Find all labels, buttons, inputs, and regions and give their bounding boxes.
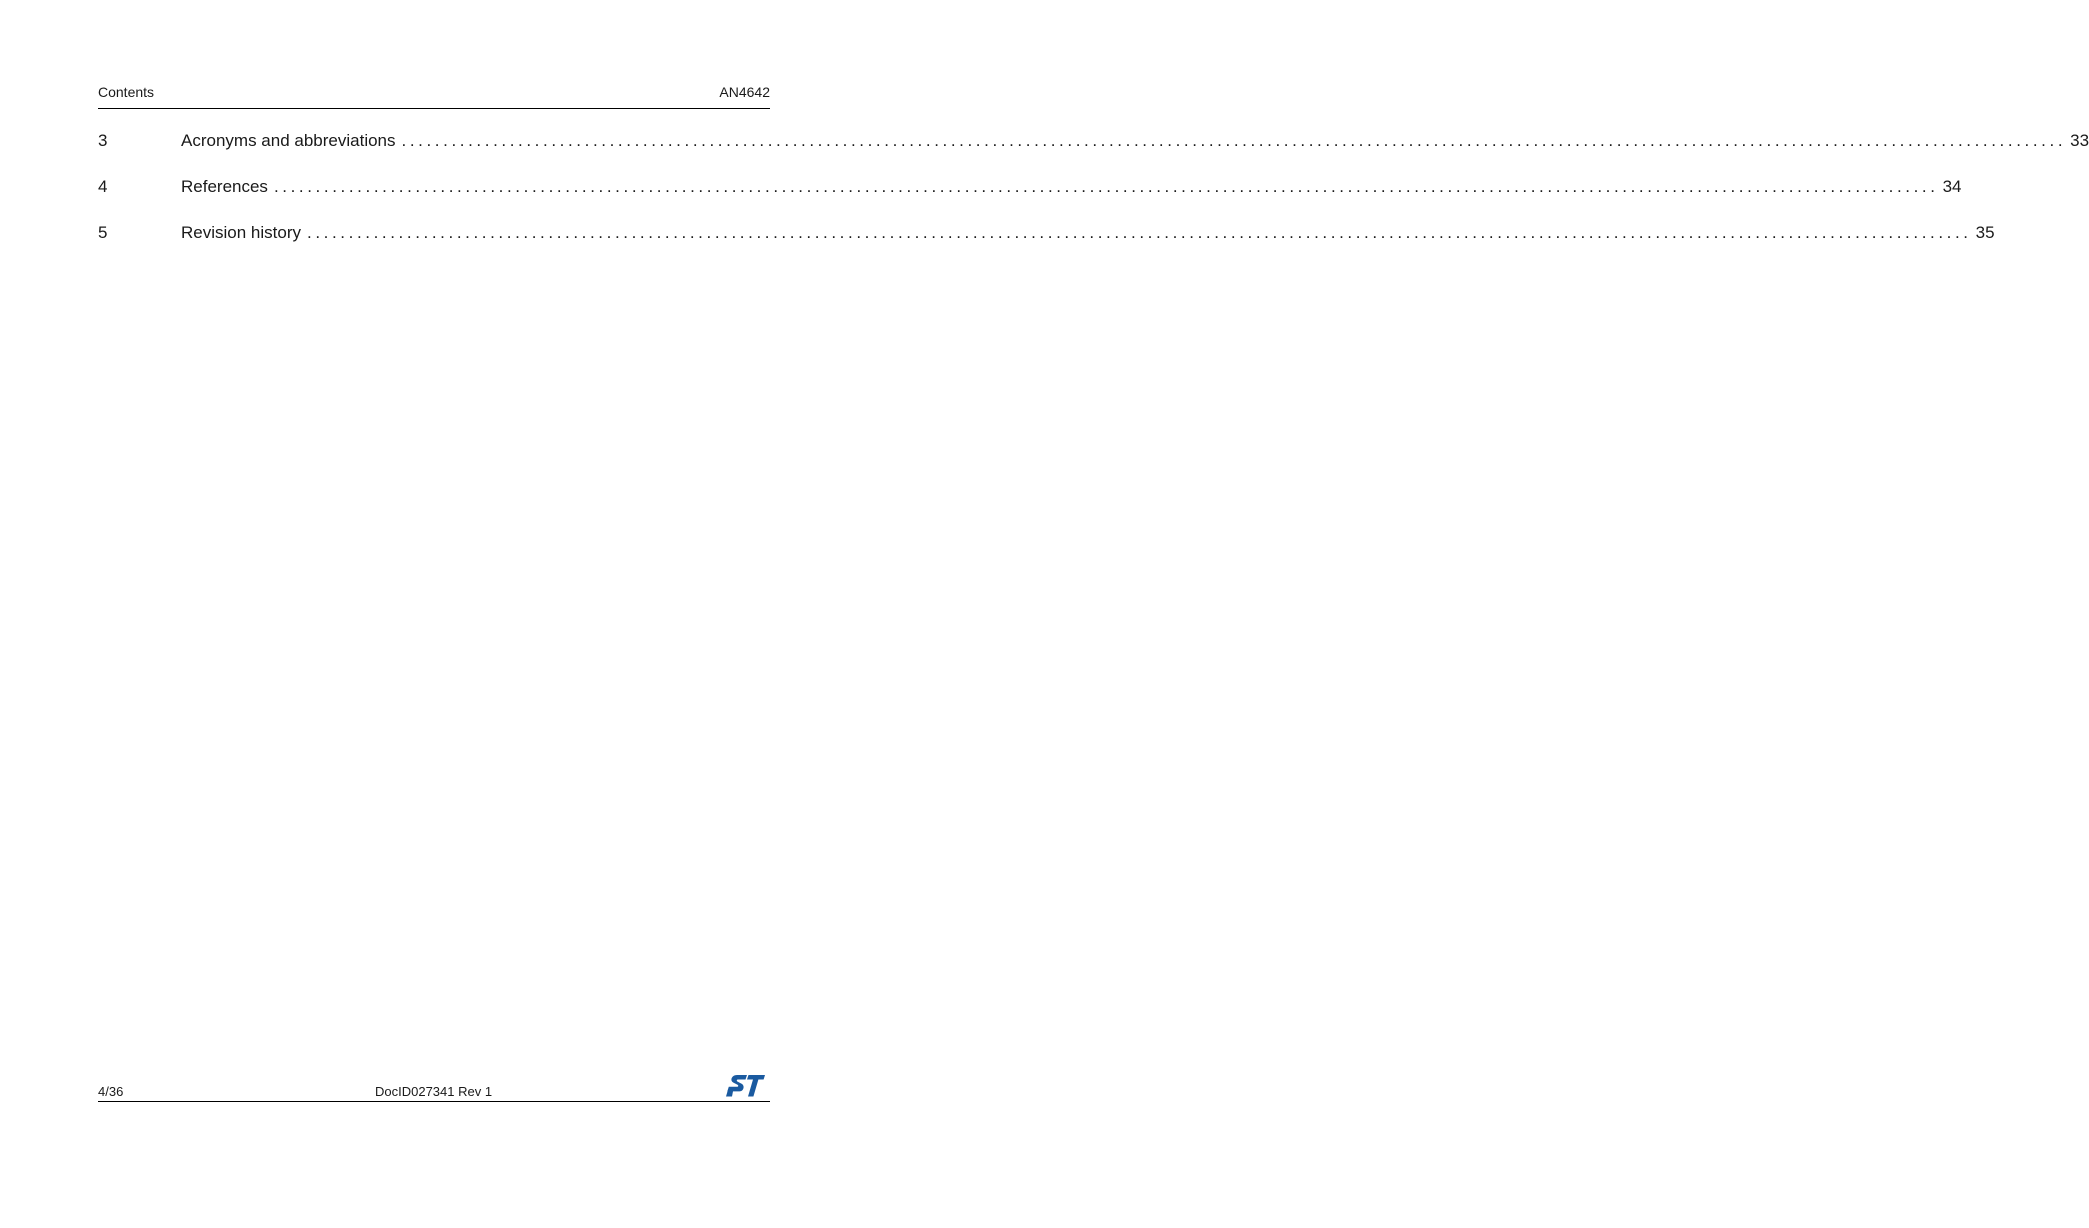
toc-entry-title[interactable]: References (181, 177, 268, 196)
table-of-contents (98, 128, 2089, 266)
toc-entry-page[interactable]: 33 (2066, 130, 2089, 152)
toc-entry-body[interactable] (181, 130, 2089, 152)
toc-dot-leader: ........................................................................................................................................................................................................ (307, 223, 1972, 242)
toc-entry[interactable] (98, 220, 1995, 266)
toc-dot-leader: ........................................................................................................................................................................................................ (401, 131, 2067, 150)
toc-entry-number: 4 (98, 177, 108, 196)
footer-page-number: 4/36 (98, 1084, 124, 1099)
toc-dot-leader: ........................................................................................................................................................................................................ (273, 177, 1939, 196)
st-logo (724, 1074, 766, 1098)
toc-entry-page[interactable]: 35 (1972, 222, 1995, 244)
header-section-title: Contents (98, 84, 155, 100)
header-doc-code: AN4642 (719, 84, 770, 100)
toc-entry-number: 5 (98, 223, 108, 242)
toc-entry[interactable] (98, 128, 2089, 174)
st-logo-mark (726, 1075, 765, 1097)
toc-entry-body[interactable] (181, 176, 1962, 198)
toc-entry-title[interactable]: Acronyms and abbreviations (181, 131, 396, 150)
toc-entry-title[interactable]: Revision history (181, 223, 301, 242)
toc-entry-page[interactable]: 34 (1939, 176, 1962, 198)
footer-doc-id: DocID027341 Rev 1 (375, 1084, 493, 1099)
toc-entry-number: 3 (98, 131, 108, 150)
toc-entry-body[interactable] (181, 222, 1995, 244)
page-header (98, 84, 770, 109)
page-footer (98, 1070, 770, 1102)
toc-entry[interactable] (98, 174, 1962, 220)
